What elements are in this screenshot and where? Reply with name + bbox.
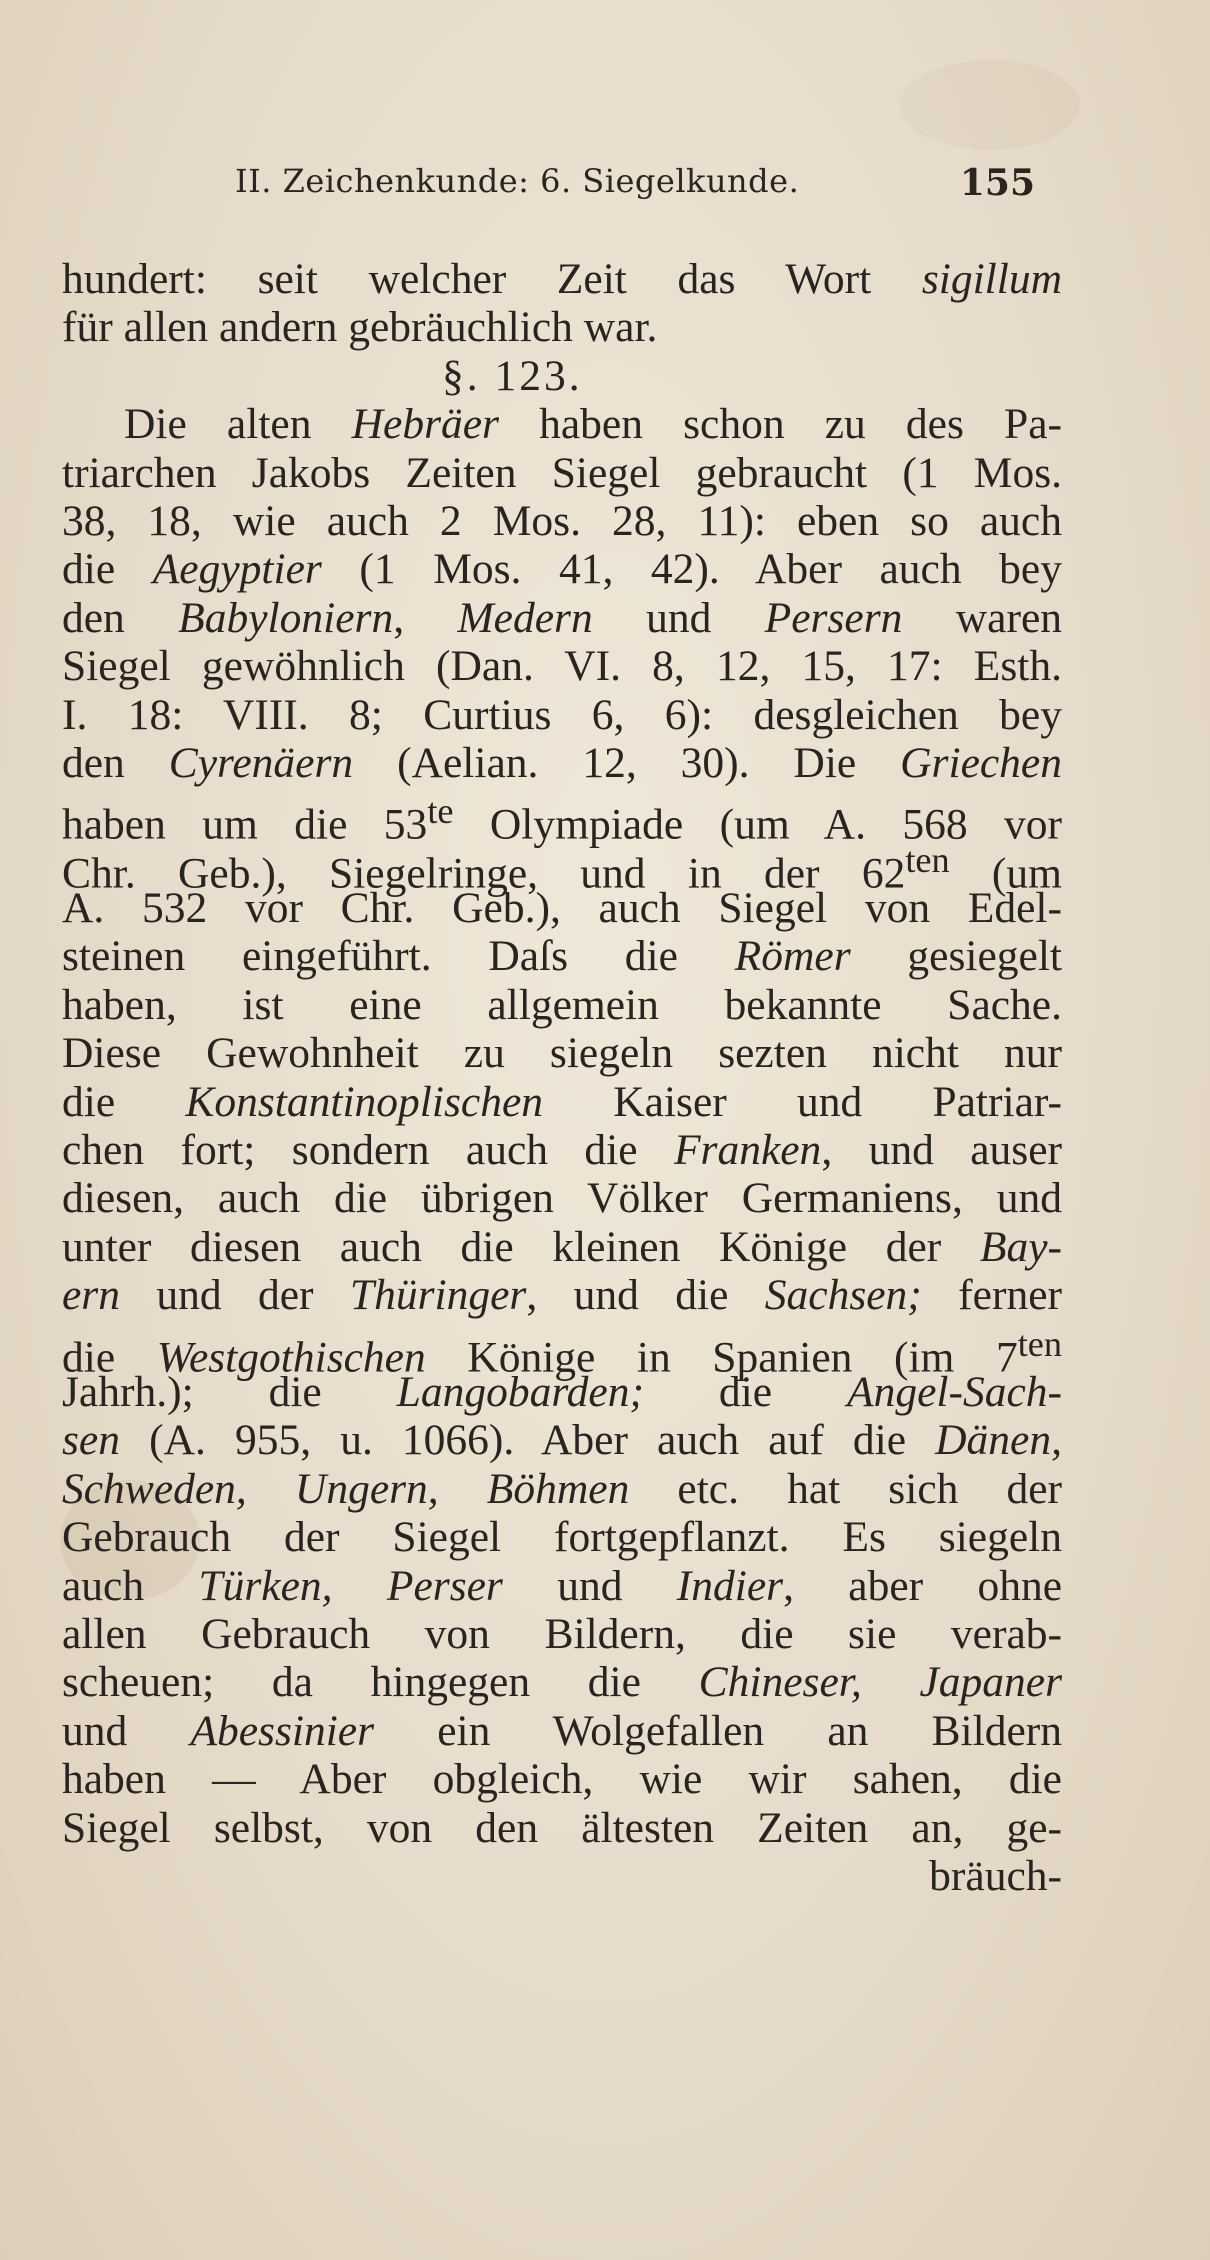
text-line: Schweden, Ungern, Böhmen etc. hat sich der <box>62 1464 1063 1513</box>
text-line: I. 18: VIII. 8; Curtius 6, 6): desgleichen bey <box>62 690 1062 739</box>
text-line: triarchen Jakobs Zeiten Siegel gebraucht (1 Mos. <box>62 448 1062 497</box>
text-line: sen (A. 955, u. 1066). Aber auch auf die Dänen, <box>62 1416 1062 1465</box>
main-text <box>62 255 1062 1900</box>
text-line: allen Gebrauch von Bildern, die sie verab- <box>62 1609 1062 1658</box>
text-line: 38, 18, wie auch 2 Mos. 28, 11): eben so auch <box>62 496 1062 545</box>
text-line: Chr. Geb.), Siegelringe, und in der $62^{ten}$ (um <box>62 839 1062 898</box>
text-line: für allen andern gebräuchlich war. <box>62 303 658 352</box>
text-line: den Cyrenäern (Aelian. 12, 30). Die Griechen <box>62 738 1062 787</box>
text-line: hundert: seit welcher Zeit das Wort sigillum <box>62 255 1062 303</box>
running-title: II. Zeichenkunde: 6. Siegelkunde. <box>235 162 800 200</box>
text-line: die Westgothischen Könige in Spanien (im $7^{ten}$ <box>62 1323 1062 1382</box>
page-number: 155 <box>959 162 1035 204</box>
running-header <box>235 162 1035 222</box>
text-line: scheuen; da hingegen die Chineser, Japaner <box>62 1658 1062 1707</box>
text-line: A. 532 vor Chr. Geb.), auch Siegel von Edel- <box>62 884 1062 933</box>
text-line: Jahrh.); die Langobarden; die Angel-Sach- <box>62 1367 1062 1416</box>
text-line: die Konstantinoplischen Kaiser und Patriar- <box>62 1077 1062 1126</box>
text-line: auch Türken, Perser und Indier, aber ohne <box>62 1561 1062 1610</box>
text-line: Gebrauch der Siegel fortgepflanzt. Es siegeln <box>62 1513 1062 1562</box>
catchword: bräuch- <box>929 1851 1062 1900</box>
text-line: ern und der Thüringer, und die Sachsen; ferner <box>62 1271 1062 1320</box>
text-line: unter diesen auch die kleinen Könige der Bay- <box>62 1222 1062 1271</box>
text-line: Siegel gewöhnlich (Dan. VI. 8, 12, 15, 17: Esth. <box>62 642 1062 691</box>
text-line: Siegel selbst, von den ältesten Zeiten an, ge- <box>62 1803 1062 1852</box>
text-line: Diese Gewohnheit zu siegeln sezten nicht nur <box>62 1029 1062 1078</box>
text-line: und Abessinier ein Wolgefallen an Bildern <box>62 1706 1062 1755</box>
text-line: haben, ist eine allgemein bekannte Sache. <box>62 980 1062 1029</box>
text-line: diesen, auch die übrigen Völker Germaniens, und <box>62 1174 1062 1223</box>
section-heading: §. 123. <box>442 351 583 400</box>
text-line: haben um die $53^{te}$ Olympiade (um A. 568 vor <box>62 791 1062 849</box>
text-line: Die alten Hebräer haben schon zu des Pa- <box>124 400 1062 449</box>
text-line: chen fort; sondern auch die Franken, und auser <box>62 1126 1062 1175</box>
text-line: steinen eingeführt. Daſs die Römer gesiegelt <box>62 932 1062 981</box>
text-line: die Aegyptier (1 Mos. 41, 42). Aber auch bey <box>62 545 1062 594</box>
text-line: den Babyloniern, Medern und Persern waren <box>62 593 1063 642</box>
text-line: haben — Aber obgleich, wie wir sahen, die <box>62 1755 1062 1804</box>
paper-stain <box>900 60 1080 150</box>
